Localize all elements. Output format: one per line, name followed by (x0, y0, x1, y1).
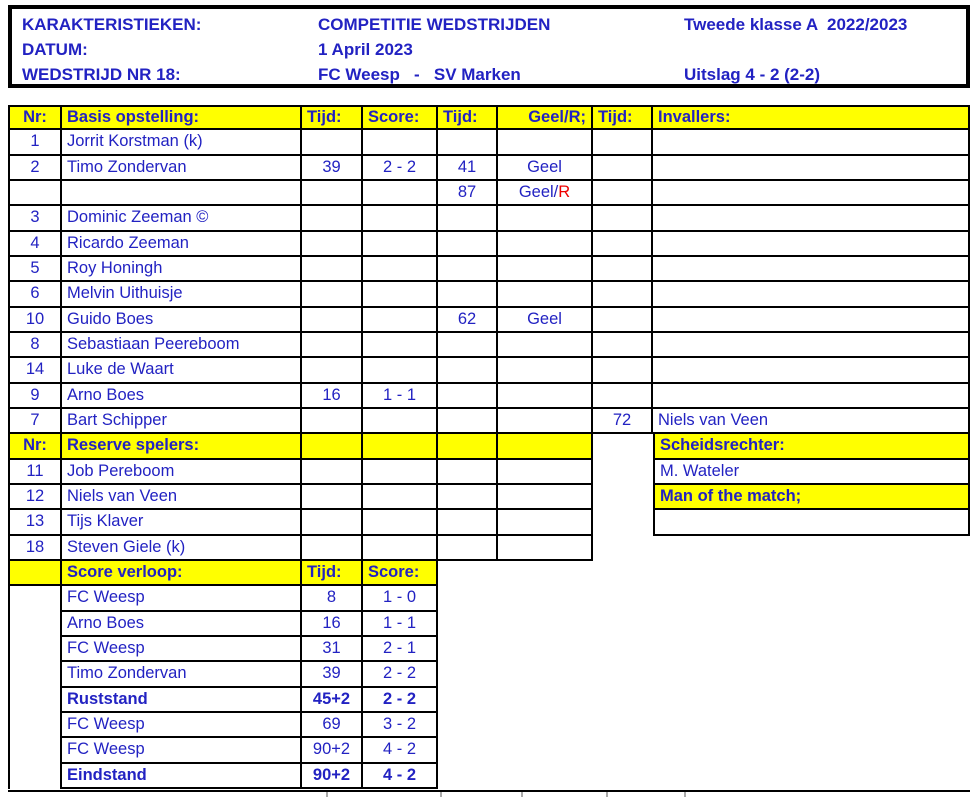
table-cell (302, 181, 363, 206)
table-cell: 2 - 1 (363, 637, 438, 662)
table-cell: 2 - 2 (363, 156, 438, 181)
table-cell (438, 384, 498, 409)
table-cell: 41 (438, 156, 498, 181)
table-cell (438, 282, 498, 307)
table-cell (498, 358, 593, 383)
table-cell (653, 384, 970, 409)
table-cell: M. Wateler (653, 460, 970, 485)
karakteristieken-label: KARAKTERISTIEKEN: (22, 15, 202, 34)
table-cell (653, 510, 970, 535)
table-cell (363, 485, 438, 510)
table-cell: 4 (8, 232, 62, 257)
table-cell (593, 358, 653, 383)
table-cell: Ruststand (62, 688, 302, 713)
table-cell: 13 (8, 510, 62, 535)
table-cell: 8 (302, 586, 363, 611)
table-cell (363, 358, 438, 383)
table-cell (8, 561, 62, 586)
table-cell (498, 206, 593, 231)
table-cell: FC Weesp (62, 738, 302, 763)
table-cell: Melvin Uithuisje (62, 282, 302, 307)
table-cell: Geel (498, 308, 593, 333)
match-teams: FC Weesp - SV Marken (318, 65, 521, 84)
table-cell (302, 282, 363, 307)
table-cell (302, 358, 363, 383)
col-header-tijd-3: Tijd: (593, 105, 653, 130)
table-cell (363, 333, 438, 358)
table-cell: 45+2 (302, 688, 363, 713)
table-cell (593, 206, 653, 231)
table-cell (653, 333, 970, 358)
table-cell: Niels van Veen (62, 485, 302, 510)
table-cell (498, 333, 593, 358)
table-cell (653, 232, 970, 257)
table-cell (498, 232, 593, 257)
table-cell: 3 (8, 206, 62, 231)
table-cell (8, 713, 62, 738)
table-cell (302, 485, 363, 510)
header-row-3 (12, 62, 966, 87)
table-cell (302, 536, 363, 561)
table-cell (438, 130, 498, 155)
table-cell: FC Weesp (62, 637, 302, 662)
table-cell: 1 - 1 (363, 384, 438, 409)
table-cell (593, 232, 653, 257)
table-cell: Eindstand (62, 764, 302, 789)
table-cell: Luke de Waart (62, 358, 302, 383)
table-cell: 8 (8, 333, 62, 358)
table-cell (498, 130, 593, 155)
table-cell: Tijs Klaver (62, 510, 302, 535)
table-cell (498, 257, 593, 282)
table-cell (438, 409, 498, 434)
table-cell (8, 181, 62, 206)
table-cell (363, 257, 438, 282)
match-header-box (8, 5, 970, 88)
table-cell: 1 - 0 (363, 586, 438, 611)
table-cell (8, 764, 62, 789)
table-cell (438, 232, 498, 257)
table-cell (498, 510, 593, 535)
datum-label: DATUM: (22, 40, 88, 59)
table-cell: Arno Boes (62, 612, 302, 637)
table-cell (363, 536, 438, 561)
partial-row-gridline-tick (326, 792, 328, 797)
table-cell (302, 434, 363, 459)
table-cell (363, 409, 438, 434)
col-header-tijd-1: Tijd: (302, 105, 363, 130)
table-cell (438, 358, 498, 383)
table-cell (302, 130, 363, 155)
table-cell (302, 510, 363, 535)
table-cell (363, 130, 438, 155)
table-cell: 87 (438, 181, 498, 206)
table-cell (593, 156, 653, 181)
section-header-cell: Tijd: (302, 561, 363, 586)
partial-row-top-border (8, 790, 970, 792)
table-cell: 11 (8, 460, 62, 485)
table-cell (653, 257, 970, 282)
table-cell (653, 282, 970, 307)
table-cell: 12 (8, 485, 62, 510)
table-cell (653, 130, 970, 155)
table-cell (593, 257, 653, 282)
table-cell (653, 156, 970, 181)
table-cell (363, 206, 438, 231)
table-cell: Geel (498, 156, 593, 181)
table-cell: 62 (438, 308, 498, 333)
table-cell: 69 (302, 713, 363, 738)
table-cell: 31 (302, 637, 363, 662)
table-cell (363, 181, 438, 206)
table-cell (8, 637, 62, 662)
table-cell (363, 232, 438, 257)
table-cell: Ricardo Zeeman (62, 232, 302, 257)
card-text: Geel/ (518, 183, 559, 202)
competition-title: COMPETITIE WEDSTRIJDEN (318, 15, 551, 34)
table-cell: 4 - 2 (363, 738, 438, 763)
red-card-letter: R (558, 183, 571, 202)
table-cell: 39 (302, 662, 363, 687)
table-cell (438, 536, 498, 561)
table-cell (593, 333, 653, 358)
table-cell: Dominic Zeeman © (62, 206, 302, 231)
table-cell (302, 232, 363, 257)
table-cell (438, 333, 498, 358)
section-header-cell: Reserve spelers: (62, 434, 302, 459)
table-cell (8, 662, 62, 687)
table-cell: 18 (8, 536, 62, 561)
table-cell: 2 - 2 (363, 662, 438, 687)
partial-row-gridline-tick (684, 792, 686, 797)
table-cell: Jorrit Korstman (k) (62, 130, 302, 155)
table-cell: Steven Giele (k) (62, 536, 302, 561)
table-cell (62, 181, 302, 206)
table-cell: 1 - 1 (363, 612, 438, 637)
table-cell: 6 (8, 282, 62, 307)
table-cell (363, 460, 438, 485)
header-row-1 (12, 12, 966, 37)
table-cell (302, 206, 363, 231)
table-cell (498, 282, 593, 307)
wedstrijd-nr-label: WEDSTRIJD NR 18: (22, 65, 181, 84)
table-cell: 16 (302, 384, 363, 409)
col-header-tijd-2: Tijd: (438, 105, 498, 130)
col-header-nr: Nr: (8, 105, 62, 130)
table-cell: 9 (8, 384, 62, 409)
table-cell: Guido Boes (62, 308, 302, 333)
table-cell: 7 (8, 409, 62, 434)
table-cell (8, 586, 62, 611)
table-cell: 14 (8, 358, 62, 383)
table-cell (498, 536, 593, 561)
table-cell: Niels van Veen (653, 409, 970, 434)
table-cell: Arno Boes (62, 384, 302, 409)
col-header-score: Score: (363, 105, 438, 130)
table-cell (498, 409, 593, 434)
table-cell (653, 358, 970, 383)
match-result: Uitslag 4 - 2 (2-2) (684, 65, 821, 84)
table-cell (302, 460, 363, 485)
table-cell (302, 257, 363, 282)
table-cell: 2 - 2 (363, 688, 438, 713)
table-cell: FC Weesp (62, 713, 302, 738)
table-cell: 90+2 (302, 764, 363, 789)
col-header-invallers: Invallers: (653, 105, 970, 130)
table-cell (302, 409, 363, 434)
table-cell: 39 (302, 156, 363, 181)
table-cell (438, 510, 498, 535)
table-cell (498, 485, 593, 510)
col-header-geel-r: Geel/R; (498, 105, 593, 130)
table-cell: 5 (8, 257, 62, 282)
table-cell: FC Weesp (62, 586, 302, 611)
header-row-2 (12, 37, 966, 62)
section-header-cell: Man of the match; (653, 485, 970, 510)
table-cell (363, 434, 438, 459)
table-cell (302, 333, 363, 358)
table-cell: 4 - 2 (363, 764, 438, 789)
table-cell (653, 181, 970, 206)
table-cell: 72 (593, 409, 653, 434)
table-cell (498, 460, 593, 485)
table-cell (498, 434, 593, 459)
table-cell (8, 738, 62, 763)
col-header-basis-opstelling: Basis opstelling: (62, 105, 302, 130)
table-cell (593, 181, 653, 206)
table-cell (653, 206, 970, 231)
table-cell: 2 (8, 156, 62, 181)
table-cell (438, 434, 498, 459)
table-cell (438, 485, 498, 510)
section-header-cell: Score: (363, 561, 438, 586)
table-cell: 1 (8, 130, 62, 155)
table-cell (438, 206, 498, 231)
table-cell (593, 308, 653, 333)
table-cell (593, 130, 653, 155)
partial-row-gridline-tick (440, 792, 442, 797)
table-cell: Sebastiaan Peereboom (62, 333, 302, 358)
table-cell: 16 (302, 612, 363, 637)
table-cell: Timo Zondervan (62, 156, 302, 181)
partial-row-gridline-tick (521, 792, 523, 797)
table-cell (438, 460, 498, 485)
table-cell: Roy Honingh (62, 257, 302, 282)
table-cell: Job Pereboom (62, 460, 302, 485)
table-cell (498, 384, 593, 409)
section-header-cell: Score verloop: (62, 561, 302, 586)
partial-row-gridline-tick (606, 792, 608, 797)
table-cell: 3 - 2 (363, 713, 438, 738)
table-cell (8, 612, 62, 637)
table-cell (302, 308, 363, 333)
match-date: 1 April 2023 (318, 40, 413, 59)
table-cell: 10 (8, 308, 62, 333)
table-cell (438, 257, 498, 282)
table-cell: Bart Schipper (62, 409, 302, 434)
table-cell (593, 282, 653, 307)
table-cell (363, 282, 438, 307)
table-cell: Timo Zondervan (62, 662, 302, 687)
table-cell: 90+2 (302, 738, 363, 763)
league-season: Tweede klasse A 2022/2023 (684, 15, 908, 34)
table-cell (363, 510, 438, 535)
table-cell (8, 688, 62, 713)
table-cell (653, 308, 970, 333)
section-header-cell: Scheidsrechter: (653, 434, 970, 459)
table-cell (593, 384, 653, 409)
table-cell (363, 308, 438, 333)
table-cell (498, 181, 593, 206)
section-header-cell: Nr: (8, 434, 62, 459)
